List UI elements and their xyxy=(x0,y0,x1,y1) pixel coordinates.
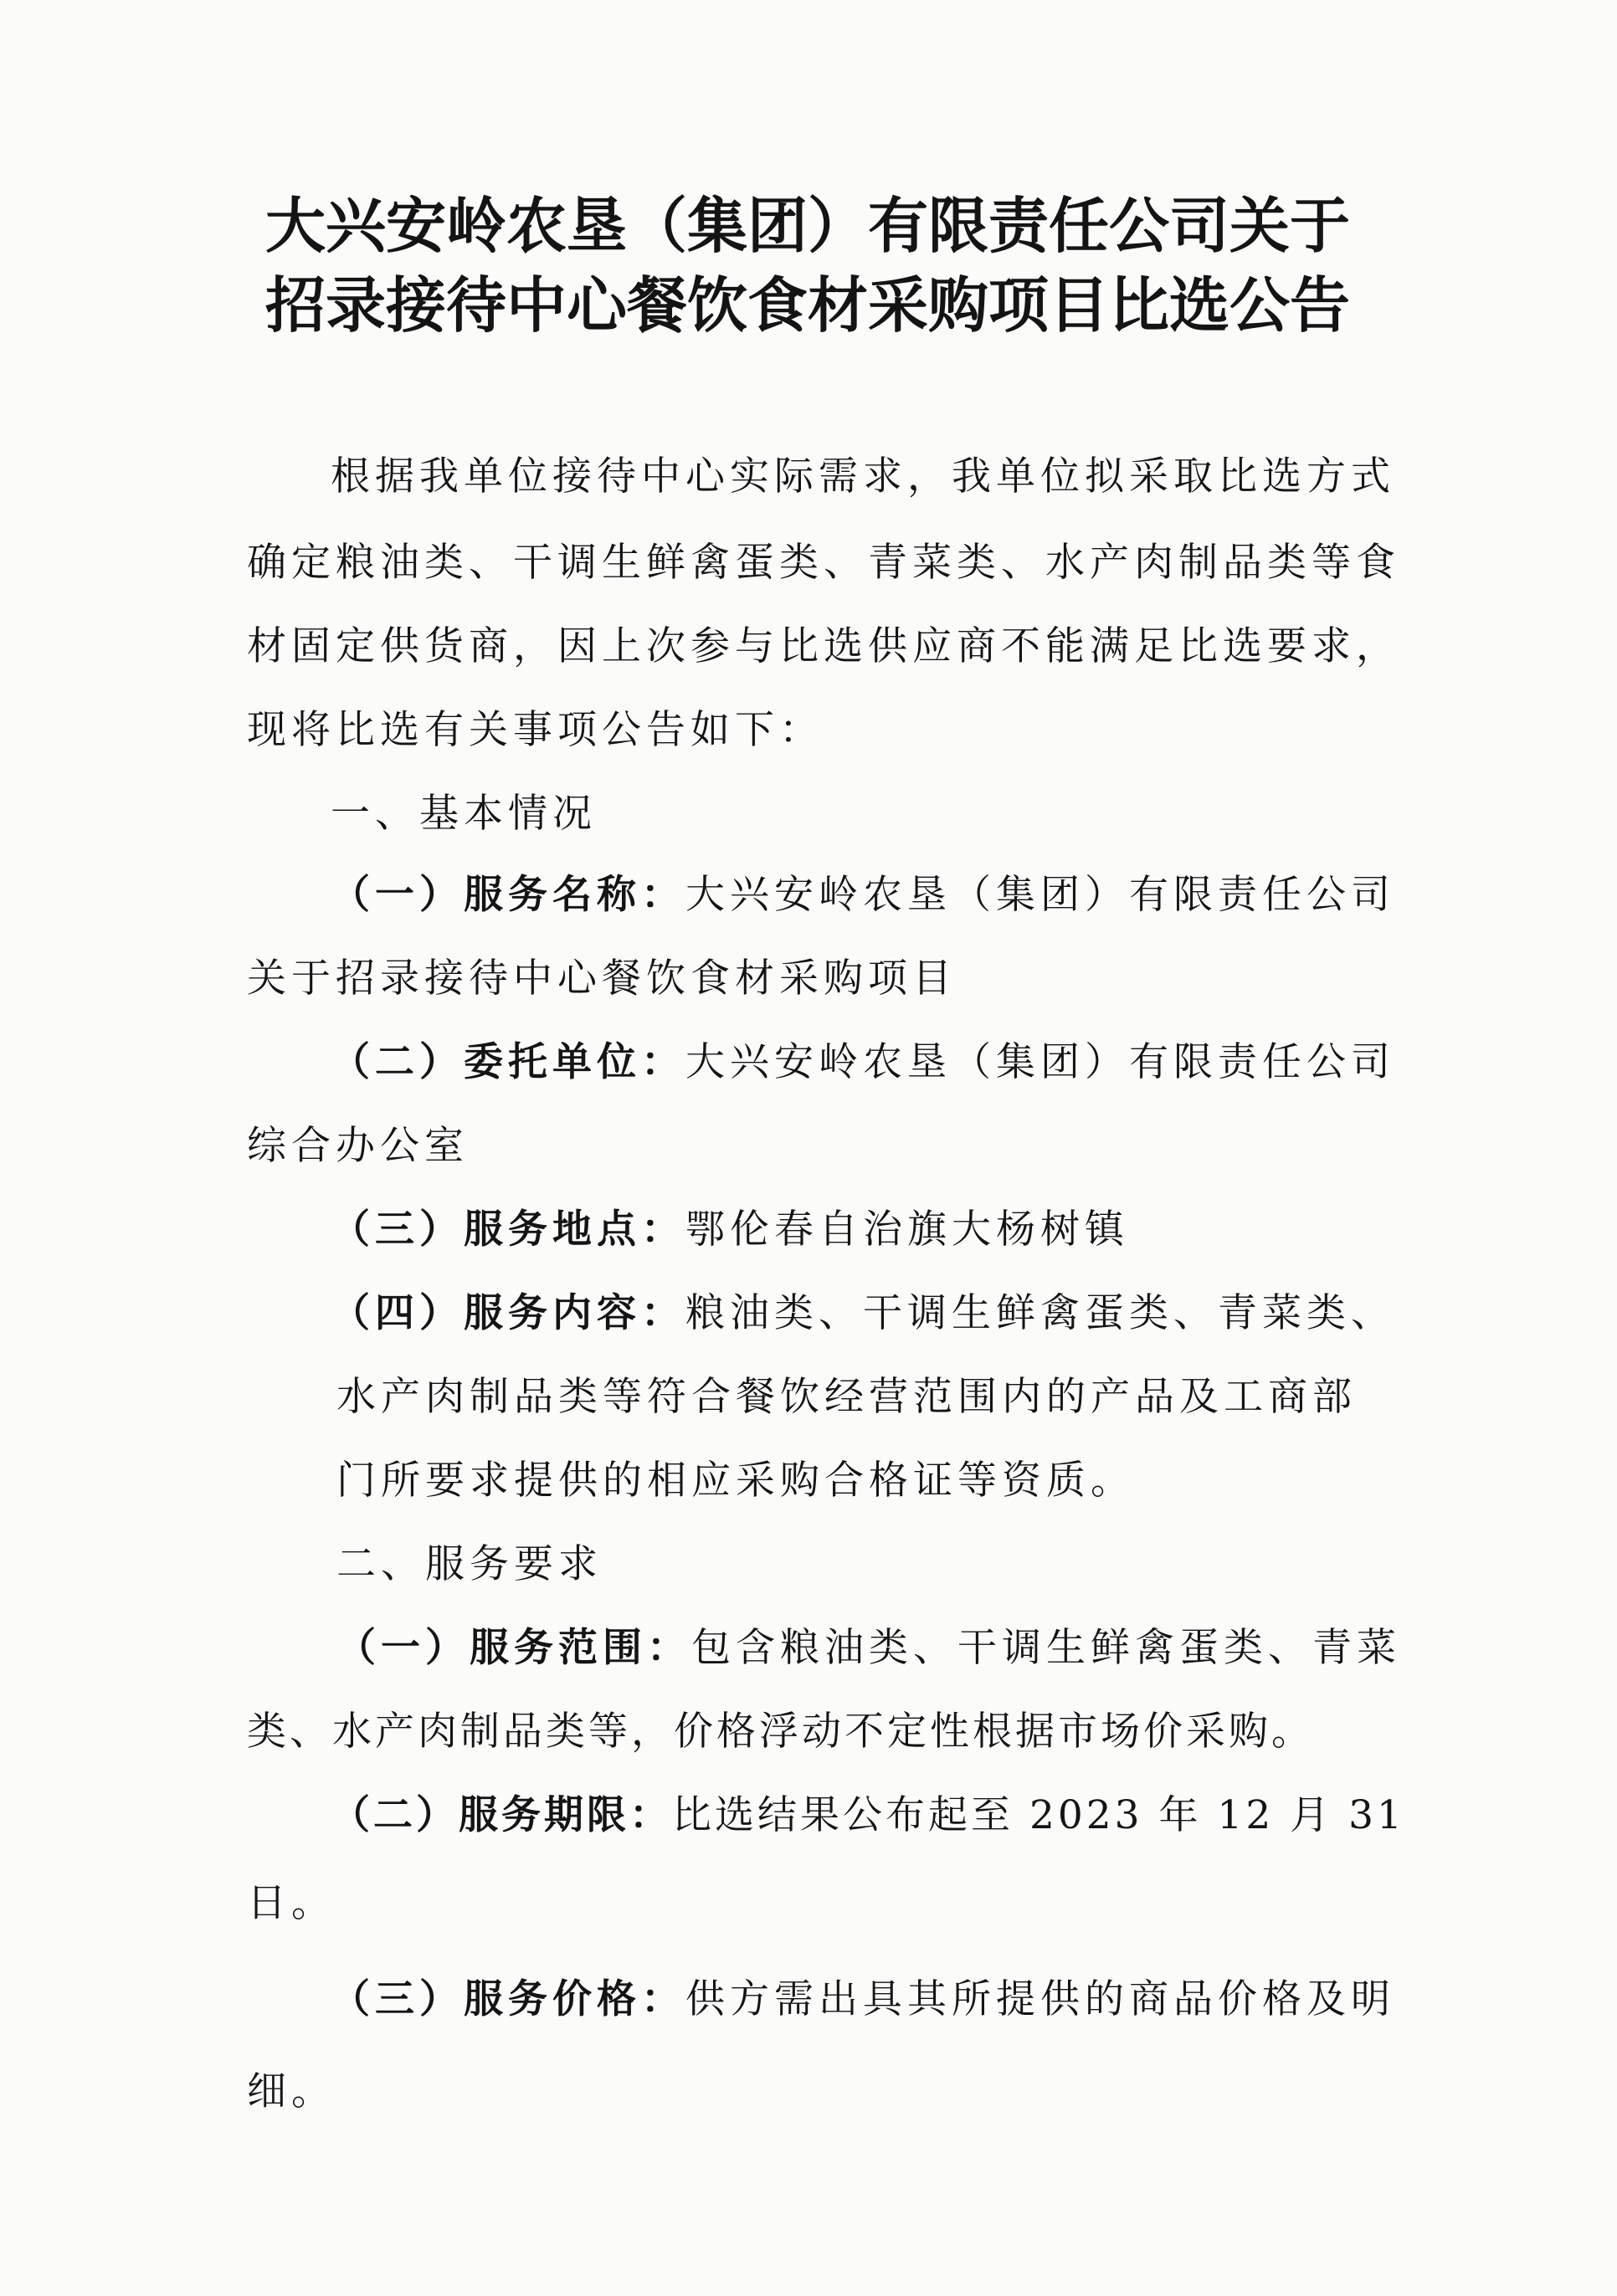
section-1-item-3-text: 鄂伦春自治旗大杨树镇 xyxy=(685,1207,1129,1253)
section-1-item-1-cont: 关于招录接待中心餐饮食材采购项目 xyxy=(247,956,957,1002)
section-1-item-3-label: （三）服务地点： xyxy=(331,1207,685,1253)
intro-line-4: 现将比选有关事项公告如下： xyxy=(247,707,824,753)
section-1-item-4 xyxy=(331,1289,1395,1339)
section-2-item-3 xyxy=(331,1975,1395,2025)
section-1-item-1-label: （一）服务名称： xyxy=(331,872,685,918)
section-2-item-1-text: 包含粮油类、干调生鲜禽蛋类、青菜 xyxy=(691,1625,1401,1671)
section-2-item-1-cont: 类、水产肉制品类等，价格浮动不定性根据市场价采购。 xyxy=(247,1709,1314,1755)
section-1-heading: 一、基本情况 xyxy=(331,791,597,837)
section-1-item-2-text: 大兴安岭农垦（集团）有限责任公司 xyxy=(685,1039,1395,1085)
section-1-item-1-text: 大兴安岭农垦（集团）有限责任公司 xyxy=(685,872,1395,918)
section-1-item-1 xyxy=(331,870,1395,920)
section-1-item-3 xyxy=(331,1205,1129,1255)
section-1-item-4-text: 粮油类、干调生鲜禽蛋类、青菜类、 xyxy=(685,1290,1395,1336)
section-1-item-2-cont: 综合办公室 xyxy=(247,1123,469,1169)
intro-line-1: 根据我单位接待中心实际需求，我单位拟采取比选方式 xyxy=(331,454,1395,500)
section-1-item-2-label: （二）委托单位： xyxy=(331,1039,685,1085)
section-2-item-2-label: （二）服务期限： xyxy=(331,1792,672,1838)
section-2-item-1-label: （一）服务范围： xyxy=(336,1625,691,1671)
section-2-item-1 xyxy=(336,1623,1401,1673)
section-2-item-3-label: （三）服务价格： xyxy=(331,1976,685,2022)
section-2-item-3-cont: 细。 xyxy=(247,2068,336,2114)
document-title-line-2: 招录接待中心餐饮食材采购项目比选公告 xyxy=(264,269,1350,341)
intro-line-2: 确定粮油类、干调生鲜禽蛋类、青菜类、水产肉制品类等食 xyxy=(247,540,1400,586)
section-1-item-2 xyxy=(331,1038,1395,1088)
section-2-item-3-text: 供方需出具其所提供的商品价格及明 xyxy=(685,1976,1395,2022)
section-1-item-4-cont-1: 水产肉制品类等符合餐饮经营范围内的产品及工商部 xyxy=(336,1374,1357,1420)
section-1-item-4-cont-2: 门所要求提供的相应采购合格证等资质。 xyxy=(336,1458,1135,1504)
section-2-item-2-text: 比选结果公布起至 2023 年 12 月 31 xyxy=(672,1792,1405,1838)
document-title-line-1: 大兴安岭农垦（集团）有限责任公司关于 xyxy=(264,190,1350,261)
intro-line-3: 材固定供货商，因上次参与比选供应商不能满足比选要求， xyxy=(247,623,1400,669)
section-2-heading: 二、服务要求 xyxy=(336,1541,603,1587)
section-2-item-2 xyxy=(331,1791,1405,1841)
section-1-item-4-label: （四）服务内容： xyxy=(331,1290,685,1336)
section-2-item-2-cont: 日。 xyxy=(247,1880,336,1926)
